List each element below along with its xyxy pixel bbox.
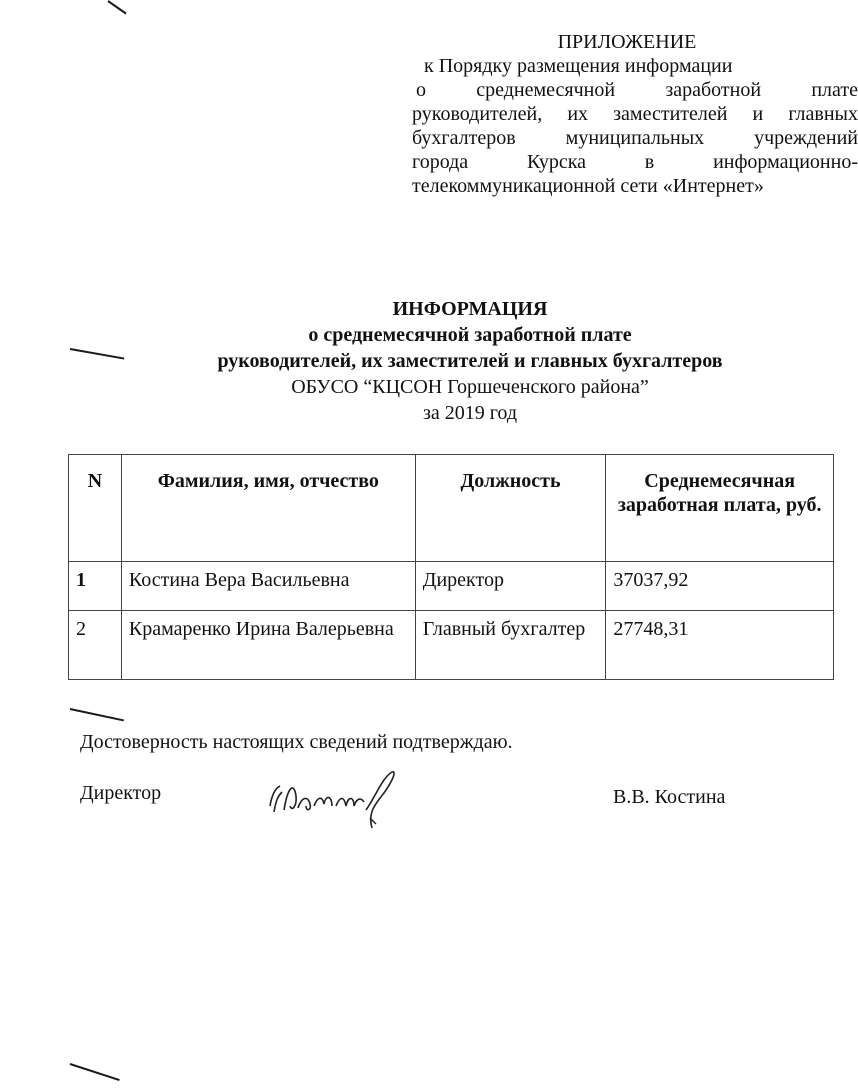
confirmation-text: Достоверность настоящих сведений подтверждаю.	[80, 731, 513, 753]
header-fio: Фамилия, имя, отчество	[121, 455, 415, 562]
document-period: за 2019 год	[422, 402, 518, 424]
header-n: N	[69, 455, 122, 562]
cell-fio: Костина Вера Васильевна	[121, 562, 415, 611]
appendix-line-1: к Порядку размещения информации	[424, 55, 733, 77]
cell-position: Главный бухгалтер	[415, 611, 606, 680]
document-heading	[0, 296, 858, 426]
document-organization: ОБУСО “КЦСОН Горшеченского района”	[291, 376, 649, 398]
appendix-title: ПРИЛОЖЕНИЕ	[557, 31, 697, 53]
appendix-line-4: бухгалтеров муниципальных учреждений	[412, 127, 858, 149]
appendix-line-5: города Курска в информационно-	[412, 151, 858, 173]
cell-salary: 27748,31	[606, 611, 834, 680]
document-title: ИНФОРМАЦИЯ	[392, 298, 548, 320]
scan-mark-lower	[70, 708, 124, 721]
appendix-block	[412, 30, 858, 198]
signature-image	[262, 766, 412, 836]
document-subtitle-2: руководителей, их заместителей и главных бухгалтеров	[217, 350, 723, 372]
signatory-name: В.В. Костина	[613, 786, 726, 808]
table-row	[69, 562, 834, 611]
appendix-line-3: руководителей, их заместителей и главных	[412, 103, 858, 125]
appendix-line-6: телекоммуникационной сети «Интернет»	[412, 175, 764, 197]
scan-mark-bottom	[70, 1063, 120, 1081]
signatory-role: Директор	[80, 782, 162, 804]
cell-n: 2	[69, 611, 122, 680]
table-row	[69, 611, 834, 680]
cell-position: Директор	[415, 562, 606, 611]
header-position: Должность	[415, 455, 606, 562]
cell-n: 1	[69, 562, 122, 611]
cell-fio: Крамаренко Ирина Валерьевна	[121, 611, 415, 680]
scan-mark-top	[107, 0, 126, 14]
header-salary: Среднемесячная заработная плата, руб.	[606, 455, 834, 562]
salary-table	[68, 454, 834, 680]
cell-salary: 37037,92	[606, 562, 834, 611]
table-header-row	[69, 455, 834, 562]
appendix-line-2: о среднемесячной заработной плате	[416, 79, 858, 101]
document-subtitle-1: о среднемесячной заработной плате	[308, 324, 632, 346]
